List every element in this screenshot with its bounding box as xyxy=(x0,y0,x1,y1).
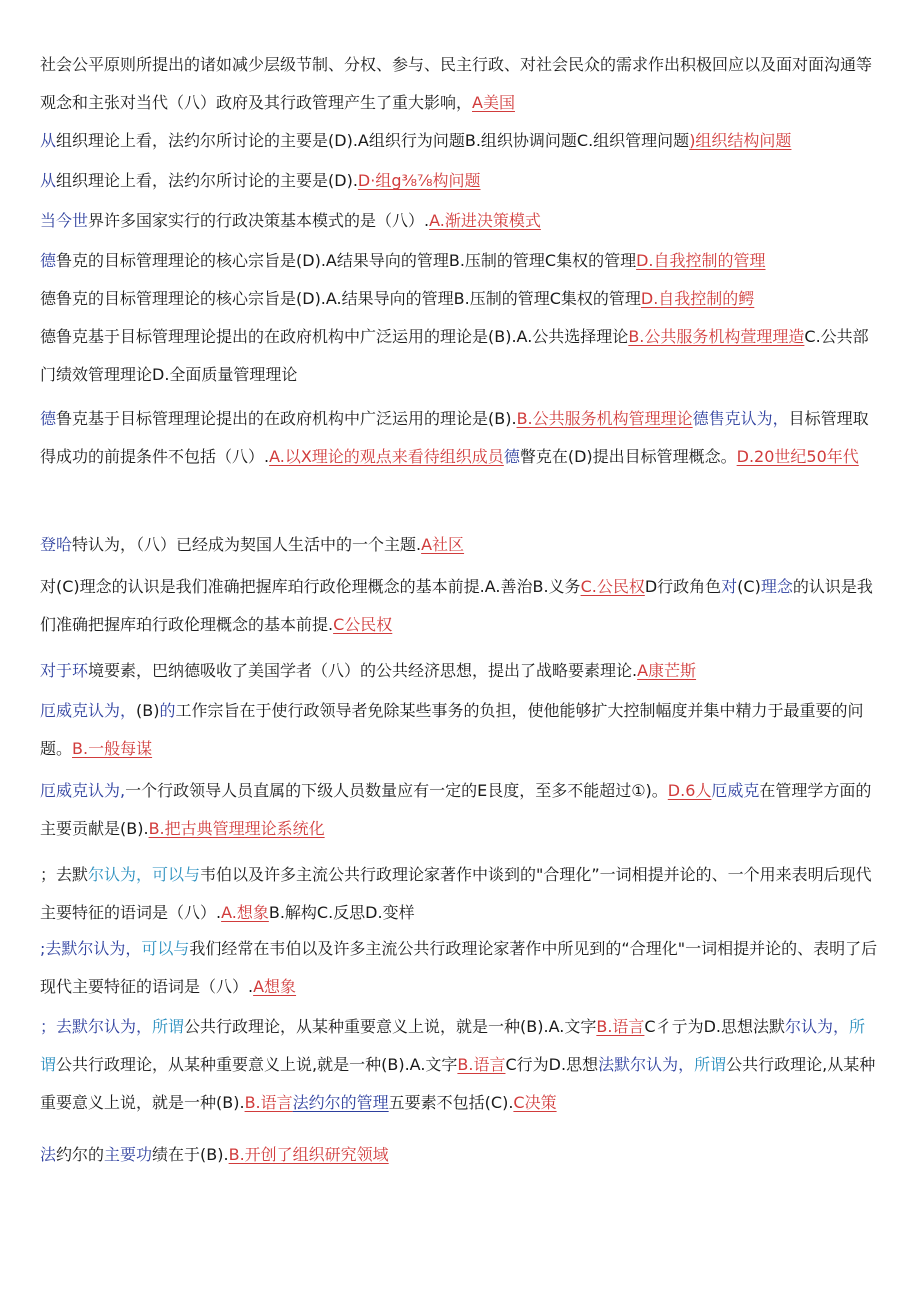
question-text: 界许多国家实行的行政决策基本模式的是（八）. xyxy=(88,211,430,230)
question-text: 从 xyxy=(40,171,57,190)
question-text: 的认识是我们准确把握库珀行政伦理概念的基本前提. xyxy=(40,577,873,634)
answer-text: D·组g⅜⅞构问题 xyxy=(357,171,481,190)
answer-text: A社区 xyxy=(421,535,465,554)
question-text: 我们经常在韦伯以及许多主流公共行政理论家著作中所见到的“合理化"一词相提并论的、表明了后现代主要特征的语词是（八）. xyxy=(40,939,878,996)
question-text: 公共行政理论，从某种重要意义上说，就是一种(B).A.文字 xyxy=(184,1017,597,1036)
question-text: 德鲁克基于目标管理理论提出的在政府机构中广泛运用的理论是(B).A.公共选择理论 xyxy=(40,327,629,346)
question-paragraph xyxy=(40,400,880,476)
question-text: 瞥克在(D)提出目标管理概念。 xyxy=(519,447,737,466)
question-text: C行为D.思想 xyxy=(505,1055,599,1074)
question-paragraph xyxy=(40,930,880,1006)
question-text: 所谓 xyxy=(40,1017,866,1074)
question-paragraph xyxy=(40,1008,880,1122)
question-text: 组织理论上看，法约尔所讨论的主要是(D). xyxy=(56,171,358,190)
answer-text: A.想象 xyxy=(221,903,269,922)
question-text: 从 xyxy=(40,131,57,150)
question-paragraph xyxy=(40,46,880,122)
question-text: 的 xyxy=(159,701,176,720)
question-text: 公共行政理论,从某种重要意义上说，就是一种(B). xyxy=(40,1055,876,1112)
question-text: 法默尔认为， xyxy=(598,1055,695,1074)
question-text: 韦伯以及许多主流公共行政理论家著作中谈到的"合理化”一词相提并论的、一个用来表明后现代主要特征的语词是（八）. xyxy=(40,865,872,922)
answer-text: B.把古典管理理论系统化 xyxy=(148,819,325,838)
answer-text: D.自我控制的管理 xyxy=(636,251,766,270)
question-text: (B) xyxy=(136,701,160,720)
answer-text: B.语言 xyxy=(457,1055,506,1074)
question-text: 法约尔的管理 xyxy=(292,1093,389,1112)
question-text: 德 xyxy=(40,251,57,270)
question-text: 社会公平原则所提出的诸如减少层级节制、分权、参与、民主行政、对社会民众的需求作出积极回应以及面对面沟通等观念和主张对当代（八）政府及其行政管理产生了重大影响， xyxy=(40,55,873,112)
question-text: ；去默尔认为， xyxy=(40,1017,153,1036)
question-text: ；去默 xyxy=(40,865,89,884)
question-text: 可以与 xyxy=(141,939,190,958)
answer-text: B.公共服务机构萱理理造 xyxy=(628,327,805,346)
question-text: B.解构C.反思D.变样 xyxy=(268,903,415,922)
question-text: 德售克认为， xyxy=(692,409,789,428)
question-paragraph xyxy=(40,122,880,160)
question-paragraph xyxy=(40,162,880,200)
question-text: 厄威克 xyxy=(711,781,760,800)
question-paragraph xyxy=(40,202,880,240)
question-paragraph xyxy=(40,652,880,690)
question-text: 约尔的 xyxy=(56,1145,105,1164)
question-text: 在管理学方面的主要贡献是(B). xyxy=(40,781,872,838)
question-text: 理念 xyxy=(760,577,793,596)
question-text: ;去默尔认为， xyxy=(40,939,142,958)
question-paragraph xyxy=(40,526,880,564)
answer-text: B.语言 xyxy=(244,1093,293,1112)
answer-text: A美国 xyxy=(472,93,515,112)
answer-text: B.语言 xyxy=(596,1017,645,1036)
answer-text: D.20世纪50年代 xyxy=(736,447,859,466)
question-text: C彳亍为D.思想法默 xyxy=(644,1017,786,1036)
question-paragraph xyxy=(40,1136,880,1174)
answer-text: A.渐进决策模式 xyxy=(429,211,541,230)
answer-text: C.公民权 xyxy=(580,577,645,596)
question-text: 德鲁克的目标管理理论的核心宗旨是(D).A.结果导向的管理B.压制的管理C集权的管理 xyxy=(40,289,641,308)
question-text: (C) xyxy=(737,577,761,596)
question-text: 鲁克的目标管理理论的核心宗旨是(D).A结果导向的管理B.压制的管理C集权的管理 xyxy=(56,251,637,270)
question-text: 鲁克基于目标管理理论提出的在政府机构中广泛运用的理论是(B). xyxy=(56,409,517,428)
answer-text: B.公共服务机构管理理论 xyxy=(516,409,693,428)
question-text: 一个行政领导人员直属的下级人员数量应有一定的E艮度，至多不能超过①)。 xyxy=(125,781,668,800)
question-text: 对于环 xyxy=(40,661,89,680)
answer-text: D.6人 xyxy=(667,781,712,800)
question-text: 主要功 xyxy=(104,1145,153,1164)
answer-text: B.一般每谋 xyxy=(72,739,153,758)
question-text: 尔认为， xyxy=(785,1017,850,1036)
answer-text: B.开创了组织研究领域 xyxy=(228,1145,389,1164)
question-text: 公共行政理论，从某种重要意义上说,就是一种(B).A.文字 xyxy=(56,1055,458,1074)
question-text: 德 xyxy=(40,409,57,428)
question-text: 绩在于(B). xyxy=(152,1145,229,1164)
question-paragraph xyxy=(40,856,880,932)
answer-text: A康芒斯 xyxy=(637,661,697,680)
answer-text: D.自我控制的鳄 xyxy=(640,289,755,308)
answer-text: C决策 xyxy=(513,1093,557,1112)
question-text: D行政角色 xyxy=(644,577,722,596)
question-text: 所谓 xyxy=(152,1017,185,1036)
question-paragraph xyxy=(40,318,880,394)
question-text: 对 xyxy=(721,577,738,596)
question-text: 五要素不包括(C). xyxy=(388,1093,514,1112)
question-text: 对(C)理念的认识是我们准确把握库珀行政伦理概念的基本前提.A.善治B.义务 xyxy=(40,577,581,596)
answer-text: )组织结构问题 xyxy=(689,131,792,150)
question-paragraph xyxy=(40,772,880,848)
question-text: 登哈 xyxy=(40,535,73,554)
question-text: 目标管理取得成功的前提条件不包括（八）. xyxy=(40,409,869,466)
question-paragraph xyxy=(40,242,880,280)
question-text: 厄威克认为, xyxy=(40,781,126,800)
answer-text: C公民权 xyxy=(333,615,393,634)
answer-text: A想象 xyxy=(253,977,297,996)
question-text: 当今世 xyxy=(40,211,89,230)
question-text: 工作宗旨在于使行政领导者免除某些事务的负担，使他能够扩大控制幅度并集中精力于最重要的问题。 xyxy=(40,701,864,758)
question-text: 法 xyxy=(40,1145,57,1164)
question-text: 特认为，（八）已经成为契国人生活中的一个主题. xyxy=(72,535,422,554)
question-text: 境要素，巴纳德吸收了美国学者（八）的公共经济思想，提出了战略要素理论. xyxy=(88,661,638,680)
question-text: 所谓 xyxy=(694,1055,727,1074)
question-text: 德 xyxy=(503,447,520,466)
question-paragraph xyxy=(40,280,880,318)
question-text: C.公共部门绩效管理理论D.全面质量管理理论 xyxy=(40,327,869,384)
question-paragraph xyxy=(40,692,880,768)
question-text: 厄威克认为， xyxy=(40,701,137,720)
question-text: 尔认为，可以与 xyxy=(88,865,201,884)
question-paragraph xyxy=(40,568,880,644)
question-text: 组织理论上看，法约尔所讨论的主要是(D).A组织行为问题B.组织协调问题C.组织管理问题 xyxy=(56,131,690,150)
answer-text: A.以X理论的观点来看待组织成员 xyxy=(269,447,504,466)
